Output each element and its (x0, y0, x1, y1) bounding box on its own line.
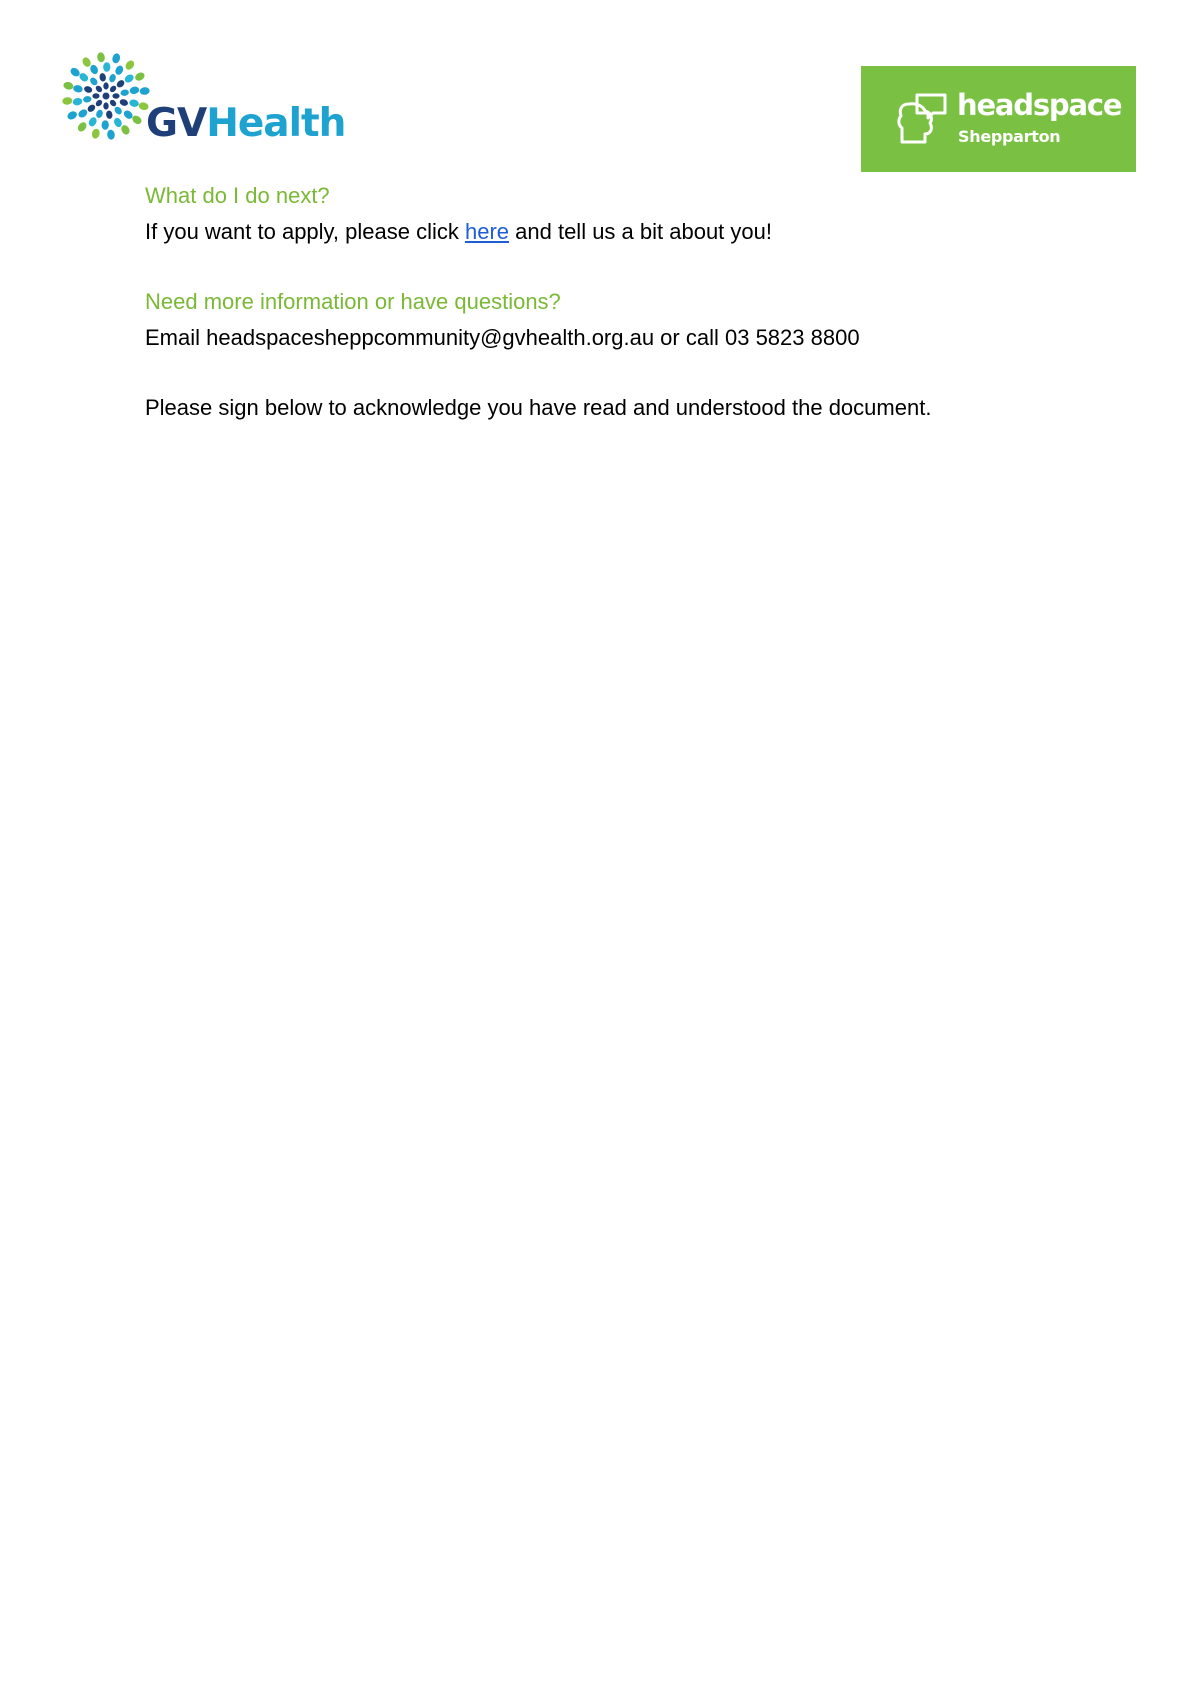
more-info-heading: Need more information or have questions? (145, 289, 561, 314)
gv-health-wordmark (146, 101, 346, 146)
flower-petal (81, 56, 92, 68)
flower-petal (97, 52, 106, 63)
flower-petal (89, 64, 100, 76)
flower-petal (76, 121, 88, 133)
flower-petal (94, 84, 103, 93)
flower-petal (113, 117, 124, 129)
flower-petal (99, 73, 107, 82)
flower-petal (91, 128, 101, 140)
flower-petal (83, 85, 93, 94)
flower-petal (72, 84, 83, 93)
flower-petal (108, 73, 117, 83)
flower-petal (62, 97, 73, 106)
flower-petal (115, 79, 125, 89)
acknowledge-paragraph: Please sign below to acknowledge you have read and understood the document. (145, 395, 932, 420)
flower-petal (103, 82, 108, 89)
flower-petal (92, 93, 99, 98)
contact-paragraph: Email headspacesheppcommunity@gvhealth.org.au or call 03 5823 8800 (145, 325, 860, 350)
flower-petal (139, 87, 150, 96)
flower-petal (107, 129, 116, 140)
flower-petal (63, 81, 75, 91)
gv-wordmark-health: Health (206, 101, 346, 146)
flower-petal (112, 93, 119, 98)
headspace-speech-heads-icon (895, 92, 949, 146)
apply-text-after: and tell us a bit about you! (509, 219, 772, 244)
flower-petal (87, 116, 98, 128)
gv-wordmark-gv: GV (146, 101, 207, 146)
flower-petal (66, 110, 78, 121)
flower-petal (94, 99, 103, 108)
flower-petal (120, 89, 129, 97)
flower-petal (129, 99, 140, 108)
headspace-wordmark: headspace (957, 88, 1122, 122)
flower-petal (86, 103, 96, 113)
flower-petal (114, 64, 125, 76)
flower-petal (103, 102, 108, 109)
flower-petal (89, 76, 99, 86)
apply-here-link[interactable]: here (464, 219, 510, 244)
gv-health-flower-icon (60, 50, 152, 142)
flower-petal (124, 59, 136, 71)
flower-petal (77, 108, 89, 120)
flower-petal (129, 86, 140, 95)
apply-paragraph (145, 216, 1105, 248)
flower-petal (111, 53, 121, 65)
document-body (145, 180, 1105, 424)
apply-text-before: If you want to apply, please click (145, 219, 465, 244)
flower-petal (72, 97, 83, 106)
flower-petal (120, 124, 131, 136)
headspace-shepparton-logo (861, 66, 1136, 172)
flower-petal (134, 71, 146, 82)
flower-petal (109, 99, 118, 108)
flower-petal (105, 110, 113, 119)
flower-petal (103, 62, 110, 72)
flower-petal (95, 109, 104, 119)
flower-petal (101, 120, 108, 130)
what-next-heading: What do I do next? (145, 183, 330, 208)
gv-health-logo (60, 50, 346, 150)
flower-petal (123, 73, 135, 85)
headspace-location: Shepparton (958, 127, 1061, 146)
flower-petal (113, 105, 123, 115)
flower-petal (119, 98, 129, 107)
flower-petal (83, 95, 92, 103)
flower-petal (109, 84, 118, 93)
